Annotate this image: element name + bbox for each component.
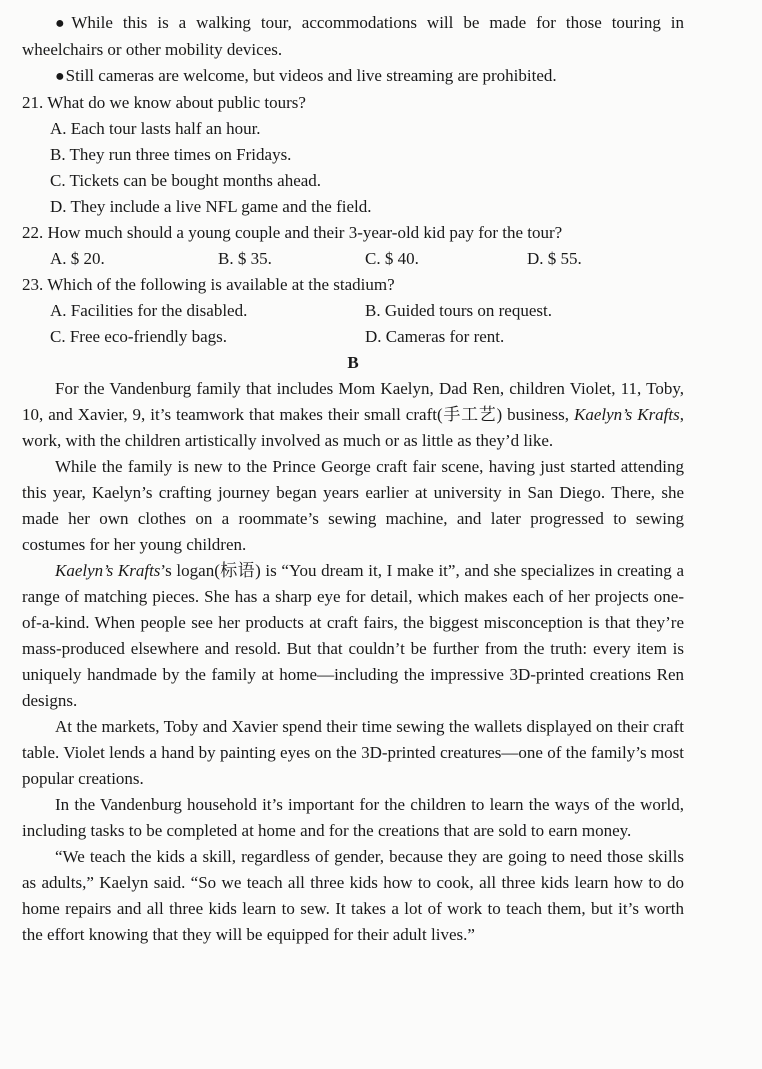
passage-paragraph [22, 376, 684, 454]
passage-paragraph [22, 714, 684, 792]
bullet-icon: ● [55, 15, 72, 32]
answer-option-row [22, 246, 684, 272]
answer-option: A. $ 20. [50, 249, 105, 268]
answer-option: C. $ 40. [365, 249, 419, 268]
bullet-text: Still cameras are welcome, but videos and live streaming are prohibited. [65, 66, 557, 85]
answer-option: A. Facilities for the disabled. [50, 301, 248, 320]
answer-option-row [22, 298, 684, 324]
question-list [22, 90, 684, 350]
bullet-list [22, 10, 684, 90]
italic-title-text: Kaelyn’s Krafts [574, 405, 680, 424]
paragraph-text: “We teach the kids a skill, regardless of gender, because they are going to need those skills as adults,” Kaelyn said. “So we teach all three kids how to cook, all three kids learn how to do home repairs and all three kids learn to sew. It takes a lot of work to teach them, but it’s worth the effort knowing that they will be equipped for their adult lives.” [22, 847, 684, 944]
question-text: What do we know about public tours? [43, 93, 306, 112]
passage-paragraph [22, 454, 684, 558]
italic-title-text: Kaelyn’s Krafts [55, 561, 161, 580]
answer-option: C. Free eco-friendly bags. [50, 327, 228, 346]
paragraph-text: At the markets, Toby and Xavier spend their time sewing the wallets displayed on their craft table. Violet lends a hand by painting eyes on the 3D-printed creatures—one of the family’s most popular creations. [22, 717, 684, 788]
bullet-text: While this is a walking tour, accommodations will be made for those touring in wheelchairs or other mobility devices. [22, 13, 684, 59]
answer-option: D. $ 55. [527, 249, 582, 268]
question [22, 90, 684, 220]
question-number: 22. [22, 223, 44, 242]
answer-option: B. They run three times on Fridays. [50, 145, 292, 164]
paragraph-text: For the Vandenburg family that includes Mom Kaelyn, Dad Ren, children Violet, 11, Toby, 10, and Xavier, 9, it’s teamwork that makes their small craft(手工艺) business, [22, 379, 684, 424]
passage-paragraph [22, 792, 684, 844]
paragraph-text: In the Vandenburg household it’s important for the children to learn the ways of the world, including tasks to be completed at home and for the creations that are sold to earn money. [22, 795, 684, 840]
question [22, 272, 684, 350]
paragraph-text: While the family is new to the Prince George craft fair scene, having just started attending this year, Kaelyn’s crafting journey began years earlier at university in San Diego. There, she made her own clothes on a roommate’s sewing machine, and later progressed to sewing costumes for her young children. [22, 457, 684, 554]
answer-option: D. They include a live NFL game and the field. [50, 197, 372, 216]
answer-option: D. Cameras for rent. [365, 327, 505, 346]
question-stem [22, 272, 684, 298]
paragraph-text: ’s logan(标语) is “You dream it, I make it”, and she specializes in creating a range of matching pieces. She has a sharp eye for detail, which makes each of her projects one-of-a-kind. When people see her products at craft fairs, the biggest misconception is that they’re mass-produced elsewhere and resold. But that couldn’t be further from the truth: every item is uniquely handmade by the family at home—including the impressive 3D-printed creations Ren designs. [22, 561, 684, 710]
question-stem [22, 90, 684, 116]
passage-paragraph [22, 558, 684, 714]
question-text: How much should a young couple and their 3-year-old kid pay for the tour? [43, 223, 563, 242]
passage-paragraph [22, 844, 684, 948]
answer-option: B. Guided tours on request. [365, 301, 552, 320]
paragraph-text: , work, with the children artistically involved as much or as little as they’d like. [22, 405, 684, 450]
bullet-item [22, 10, 684, 63]
answer-option: A. Each tour lasts half an hour. [50, 119, 261, 138]
answer-option-row [22, 324, 684, 350]
section-label: B [347, 353, 359, 372]
question [22, 220, 684, 272]
bullet-item [22, 63, 684, 90]
answer-option: C. Tickets can be bought months ahead. [50, 171, 322, 190]
question-number: 21. [22, 93, 44, 112]
bullet-icon: ● [55, 68, 66, 85]
question-text: Which of the following is available at the stadium? [43, 275, 395, 294]
reading-passage [22, 376, 684, 948]
question-number: 23. [22, 275, 44, 294]
question-stem [22, 220, 684, 246]
answer-option: B. $ 35. [218, 249, 272, 268]
